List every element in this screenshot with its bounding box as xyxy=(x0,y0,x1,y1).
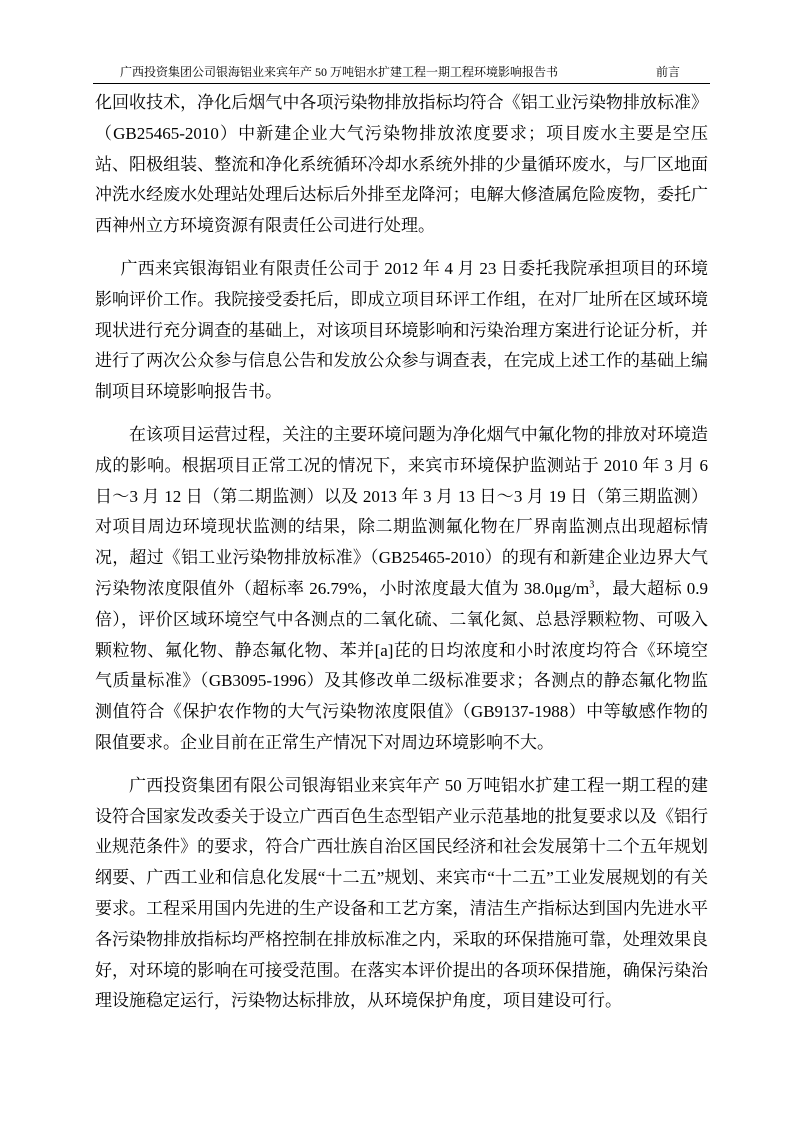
paragraph-1: 化回收技术，净化后烟气中各项污染物排放指标均符合《铝工业污染物排放标准》（GB25465-2010）中新建企业大气污染物排放浓度要求；项目废水主要是空压站、阳极组装、整流和净化系统循环冷却水系统外排的少量循环废水，与厂区地面冲洗水经废水处理站处理后达标后外排至龙降河；电解大修渣属危险废物，委托广西神州立方环境资源有限责任公司进行处理。 xyxy=(95,93,708,236)
paragraph-3-part-2: ，最大超标 0.9 倍），评价区域环境空气中各测点的二氧化硫、二氧化氮、总悬浮颗粒物、可吸入颗粒物、氟化物、静态氟化物、苯并[a]芘的日均浓度和小时浓度均符合《环境空气质量标准》（GB3095-1996）及其修改单二级标准要求；各测点的静态氟化物监测值符合《保护农作物的大气污染物浓度限值》（GB9137-1988）中等敏感作物的限值要求。企业目前在正常生产情况下对周边环境影响不大。 xyxy=(95,578,708,752)
report-title: 广西投资集团公司银海铝业来宾年产 50 万吨铝水扩建工程一期工程环境影响报告书 xyxy=(120,65,559,79)
paragraph-3-part-1: 在该项目运营过程，关注的主要环境问题为净化烟气中氟化物的排放对环境造成的影响。根据项目正常工况的情况下，来宾市环境保护监测站于 2010 年 3 月 6 日～3 月 12 日（第二期监测）以及 2013 年 3 月 13 日～3 月 19 日（第三期监测）对项目周边环境现状监测的结果，除二期监测氟化物在厂界南监测点出现超标情况，超过《铝工业污染物排放标准》（GB25465-2010）的现有和新建企业边界大气污染物浓度限值外（超标率 26.79%，小时浓度最大值为 38.0μg/m xyxy=(95,424,708,598)
cubic-superscript: 3 xyxy=(589,579,595,591)
running-header xyxy=(93,62,710,84)
body-text xyxy=(95,88,708,1029)
paragraph-2: 广西来宾银海铝业有限责任公司于 2012 年 4 月 23 日委托我院承担项目的环境影响评价工作。我院接受委托后，即成立项目环评工作组，在对厂址所在区域环境现状进行充分调查的基础上，对该项目环境影响和污染治理方案进行论证分析，并进行了两次公众参与信息公告和发放公众参与调查表，在完成上述工作的基础上编制项目环境影响报告书。 xyxy=(95,258,708,402)
paragraph-4: 广西投资集团有限公司银海铝业来宾年产 50 万吨铝水扩建工程一期工程的建设符合国家发改委关于设立广西百色生态型铝产业示范基地的批复要求以及《铝行业规范条件》的要求，符合广西壮族自治区国民经济和社会发展第十二个五年规划纲要、广西工业和信息化发展“十二五”规划、来宾市“十二五”工业发展规划的有关要求。工程采用国内先进的生产设备和工艺方案，清洁生产指标达到国内先进水平各污染物排放指标均严格控制在排放标准之内，采取的环保措施可靠，处理效果良好，对环境的影响在可接受范围。在落实本评价提出的各项环保措施，确保污染治理设施稳定运行，污染物达标排放，从环境保护角度，项目建设可行。 xyxy=(95,775,708,1011)
section-name: 前言 xyxy=(655,65,680,79)
paragraph-3 xyxy=(95,420,708,759)
